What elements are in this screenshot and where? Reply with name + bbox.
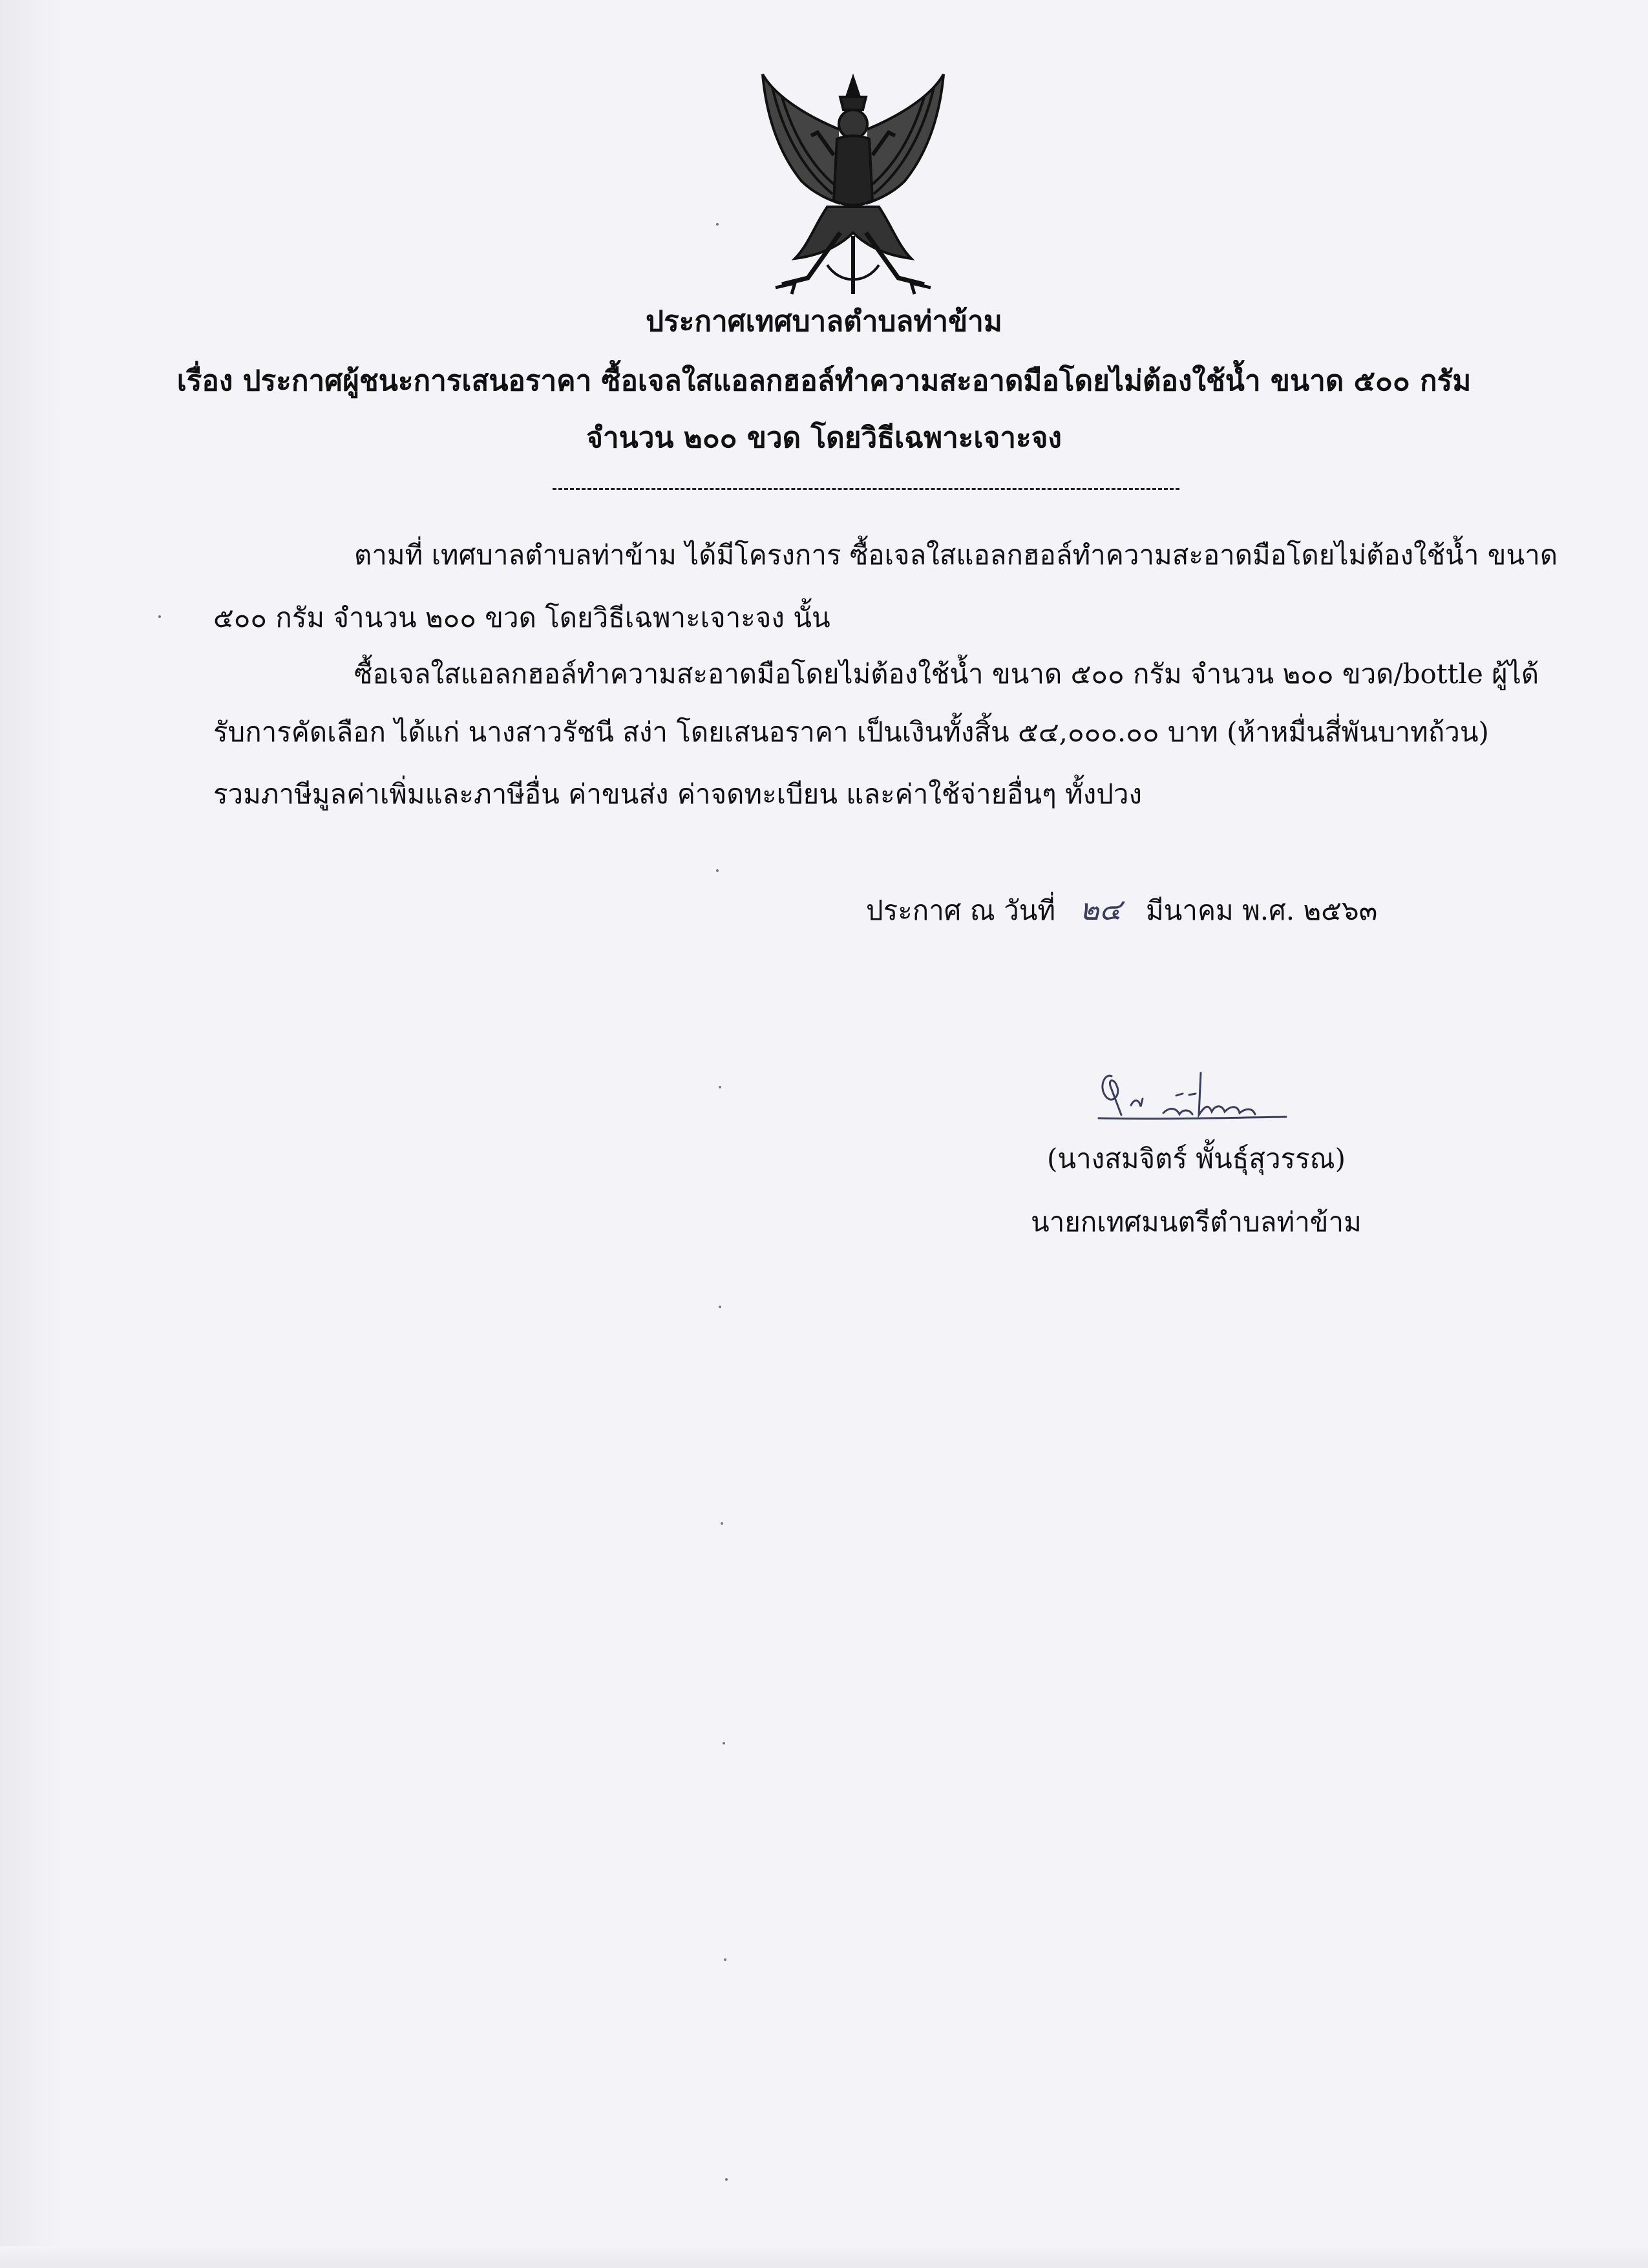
paragraph-2-line-3: รวมภาษีมูลค่าเพิ่มและภาษีอื่น ค่าขนส่ง ค่าจดทะเบียน และค่าใช้จ่ายอื่นๆ ทั้งปวง — [213, 778, 1142, 810]
scan-speck — [716, 223, 719, 226]
paragraph-2-line-1: ซื้อเจลใสแอลกฮอล์ทำความสะอาดมือโดยไม่ต้องใช้น้ำ ขนาด ๕๐๐ กรัม จำนวน ๒๐๐ ขวด/bottle ผู้ได้ — [354, 658, 1539, 690]
paragraph-2-line-2: รับการคัดเลือก ได้แก่ นางสาวรัชนี สง่า โดยเสนอราคา เป็นเงินทั้งสิ้น ๕๔,๐๐๐.๐๐ บาท (ห้าหมื่นสี่พันบาทถ้วน) — [213, 716, 1489, 748]
subject-line-2: จำนวน ๒๐๐ ขวด โดยวิธีเฉพาะเจาะจง — [586, 421, 1062, 454]
date-day-handwritten: ๒๔ — [1079, 892, 1122, 927]
scan-speck — [725, 2178, 728, 2181]
signatory-name: (นางสมจิตร์ พั้นธุ์สุวรรณ) — [1047, 1143, 1346, 1174]
paragraph-1-line-1: ตามที่ เทศบาลตำบลท่าข้าม ได้มีโครงการ ซื้อเจลใสแอลกฮอล์ทำความสะอาดมือโดยไม่ต้องใช้น้ำ ขนาด — [354, 539, 1558, 571]
scan-speck — [721, 1522, 723, 1525]
scan-speck — [158, 615, 161, 618]
scan-speck — [723, 1742, 725, 1744]
scan-speck — [716, 869, 719, 872]
garuda-emblem-icon — [756, 71, 950, 304]
scan-speck — [719, 1086, 721, 1088]
announcement-date — [866, 891, 1377, 929]
date-prefix: ประกาศ ณ วันที่ — [866, 895, 1056, 926]
announcement-title: ประกาศเทศบาลตำบลท่าข้าม — [646, 305, 1002, 338]
signatory-position: นายกเทศมนตรีตำบลท่าข้าม — [1031, 1206, 1362, 1238]
scan-speck — [719, 1306, 721, 1308]
paragraph-1-line-2: ๕๐๐ กรัม จำนวน ๒๐๐ ขวด โดยวิธีเฉพาะเจาะจง นั้น — [213, 602, 830, 633]
subject-line-1: เรื่อง ประกาศผู้ชนะการเสนอราคา ซื้อเจลใสแอลกฮอล์ทำความสะอาดมือโดยไม่ต้องใช้น้ำ ขนาด ๕๐๐ กรัม — [176, 365, 1472, 397]
separator-line — [553, 488, 1179, 490]
scan-speck — [724, 1958, 726, 1961]
signature-icon — [1086, 1060, 1305, 1131]
date-suffix: มีนาคม พ.ศ. ๒๕๖๓ — [1145, 895, 1378, 926]
scan-edge-bottom — [0, 2246, 1648, 2268]
